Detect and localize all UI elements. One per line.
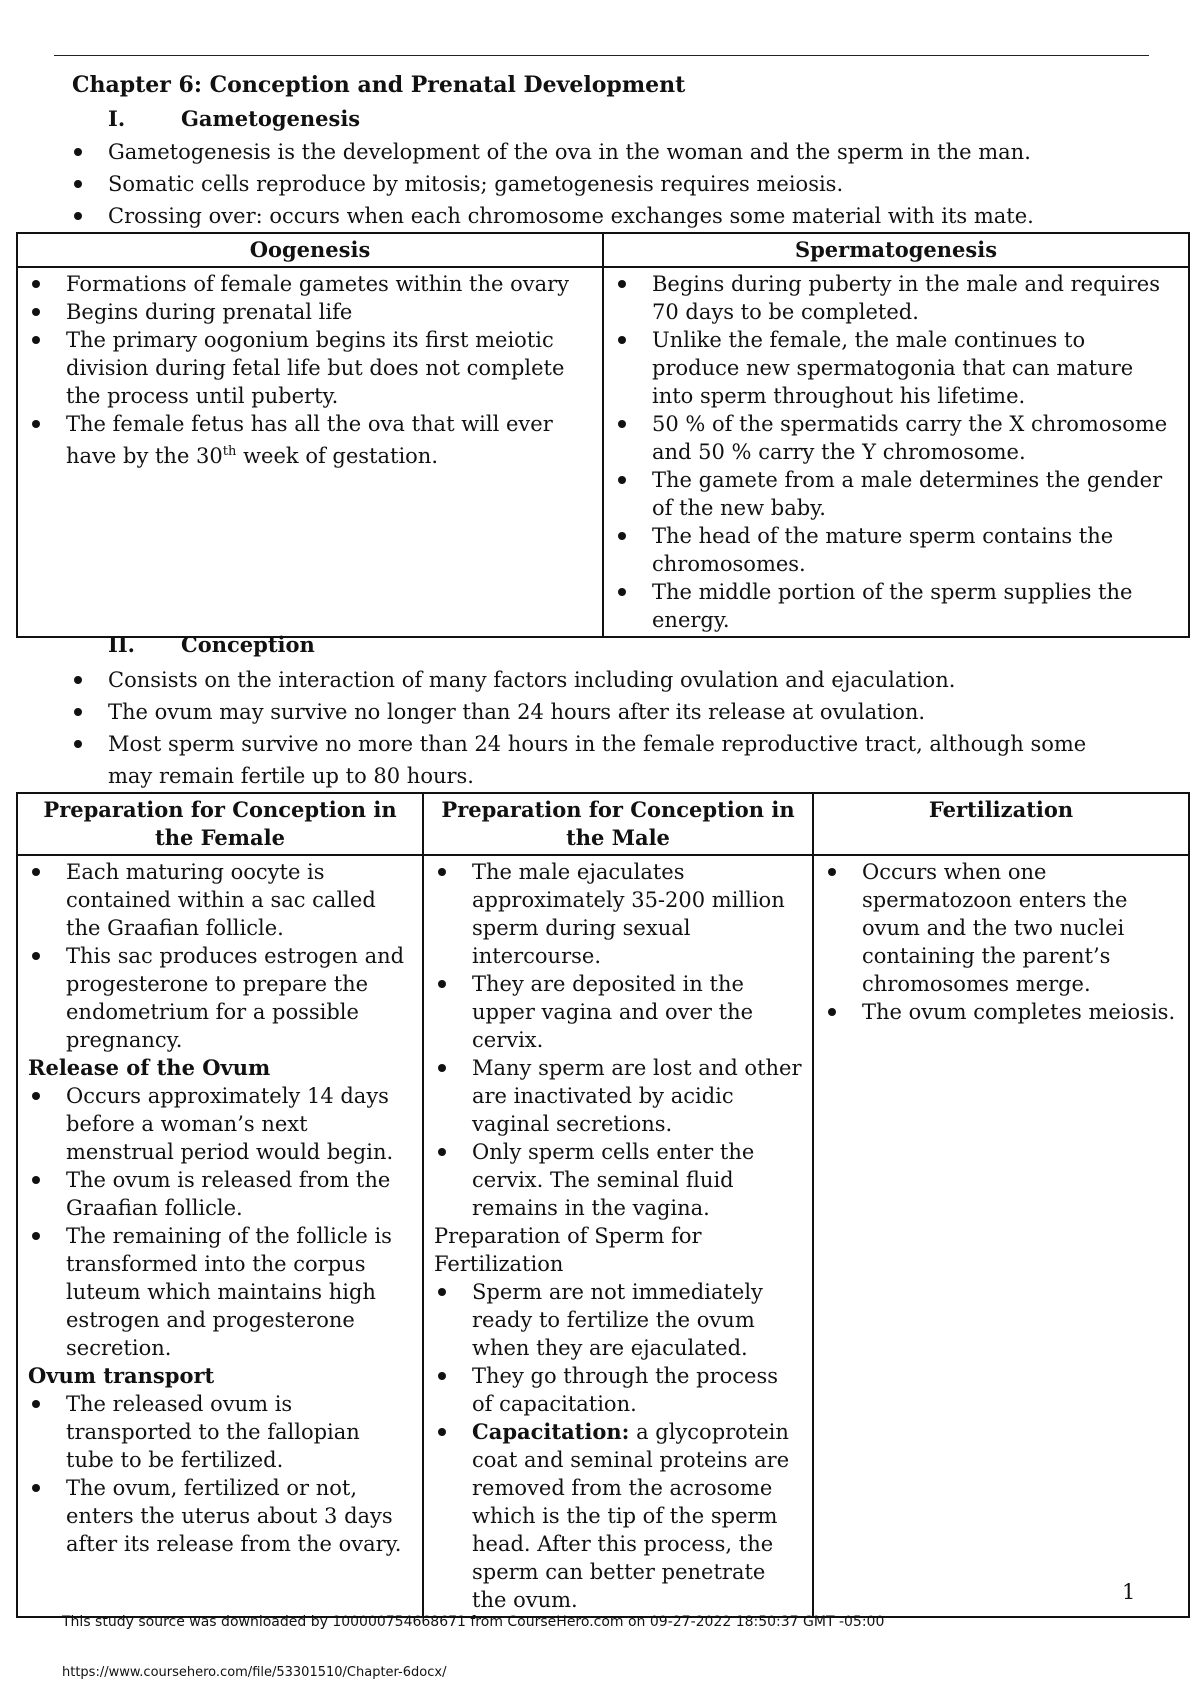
list-item: The middle portion of the sperm supplies the energy. [614,578,1178,634]
section-title: Gametogenesis [181,106,361,131]
conception-table [16,792,1190,1618]
list-item: The ovum is released from the Graafian follicle. [28,1166,412,1222]
section-heading-conception [108,632,315,657]
list-item: The ovum completes meiosis. [824,998,1178,1026]
text-run: The female fetus has all the ova that will ever have by the 30 [66,412,553,468]
list-item: Begins during puberty in the male and requires 70 days to be completed. [614,270,1178,326]
list-item: Somatic cells reproduce by mitosis; gametogenesis requires meiosis. [70,168,1170,200]
list-item: Occurs when one spermatozoon enters the ovum and the two nuclei containing the parent’s chromosomes merge. [824,858,1178,998]
list-item: They go through the process of capacitation. [434,1362,802,1418]
spermatogenesis-cell [603,267,1189,637]
definition-text: a glycoprotein coat and seminal proteins are removed from the acrosome which is the tip of the sperm head. After this process, the sperm can better penetrate the ovum. [472,1420,790,1612]
list-item [28,410,592,470]
page-number: 1 [1122,1580,1136,1604]
list-item: The ovum, fertilized or not, enters the uterus about 3 days after its release from the ovary. [28,1474,412,1558]
section-number: II. [108,632,135,657]
subheading-sperm-preparation: Preparation of Sperm for Fertilization [434,1224,702,1276]
list-item: The ovum may survive no longer than 24 hours after its release at ovulation. [70,696,1130,728]
list-item: Crossing over: occurs when each chromosome exchanges some material with its mate. [70,200,1170,232]
list-item: Only sperm cells enter the cervix. The seminal fluid remains in the vagina. [434,1138,802,1222]
list-item: The primary oogonium begins its first meiotic division during fetal life but does not complete the process until puberty. [28,326,592,410]
table-header: Oogenesis [17,233,603,267]
list-item: Gametogenesis is the development of the ova in the woman and the sperm in the man. [70,136,1170,168]
male-preparation-cell [423,855,813,1617]
list-item: Formations of female gametes within the ovary [28,270,592,298]
list-item: Consists on the interaction of many factors including ovulation and ejaculation. [70,664,1130,696]
term-capacitation: Capacitation: [472,1419,630,1444]
source-url-link[interactable]: https://www.coursehero.com/file/53301510/Chapter-6docx/ [62,1665,447,1680]
page-title: Chapter 6: Conception and Prenatal Development [72,72,686,98]
list-item: Occurs approximately 14 days before a woman’s next menstrual period would begin. [28,1082,412,1166]
section-heading-gametogenesis [108,106,360,131]
list-item: Each maturing oocyte is contained within a sac called the Graafian follicle. [28,858,412,942]
oogenesis-cell [17,267,603,637]
subheading-release-of-ovum: Release of the Ovum [28,1055,271,1080]
gametogenesis-bullets [70,136,1170,232]
table-header: Preparation for Conception in the Female [17,793,423,855]
section-number: I. [108,106,126,131]
list-item: Sperm are not immediately ready to fertilize the ovum when they are ejaculated. [434,1278,802,1362]
list-item: 50 % of the spermatids carry the X chromosome and 50 % carry the Y chromosome. [614,410,1178,466]
list-item: The released ovum is transported to the fallopian tube to be fertilized. [28,1390,412,1474]
conception-bullets [70,664,1130,792]
list-item: Unlike the female, the male continues to produce new spermatogonia that can mature into sperm throughout his lifetime. [614,326,1178,410]
list-item: Begins during prenatal life [28,298,592,326]
section-title: Conception [181,632,315,657]
gametogenesis-table [16,232,1190,638]
list-item: This sac produces estrogen and progesterone to prepare the endometrium for a possible pregnancy. [28,942,412,1054]
list-item: The remaining of the follicle is transformed into the corpus luteum which maintains high estrogen and progesterone secretion. [28,1222,412,1362]
subheading-ovum-transport: Ovum transport [28,1363,215,1388]
female-preparation-cell [17,855,423,1617]
list-item: Many sperm are lost and other are inactivated by acidic vaginal secretions. [434,1054,802,1138]
list-item: The male ejaculates approximately 35-200 million sperm during sexual intercourse. [434,858,802,970]
table-header: Spermatogenesis [603,233,1189,267]
top-rule [54,55,1149,56]
table-header: Preparation for Conception in the Male [423,793,813,855]
list-item: The head of the mature sperm contains the chromosomes. [614,522,1178,578]
text-run: week of gestation. [236,444,439,468]
list-item: The gamete from a male determines the gender of the new baby. [614,466,1178,522]
superscript: th [222,444,237,459]
list-item: They are deposited in the upper vagina and over the cervix. [434,970,802,1054]
list-item: Most sperm survive no more than 24 hours in the female reproductive tract, although some may remain fertile up to 80 hours. [70,728,1130,792]
list-item [434,1418,802,1614]
table-header: Fertilization [813,793,1189,855]
fertilization-cell [813,855,1189,1617]
download-notice: This study source was downloaded by 100000754668671 from CourseHero.com on 09-27-2022 18:50:37 GMT -05:00 [62,1614,885,1630]
